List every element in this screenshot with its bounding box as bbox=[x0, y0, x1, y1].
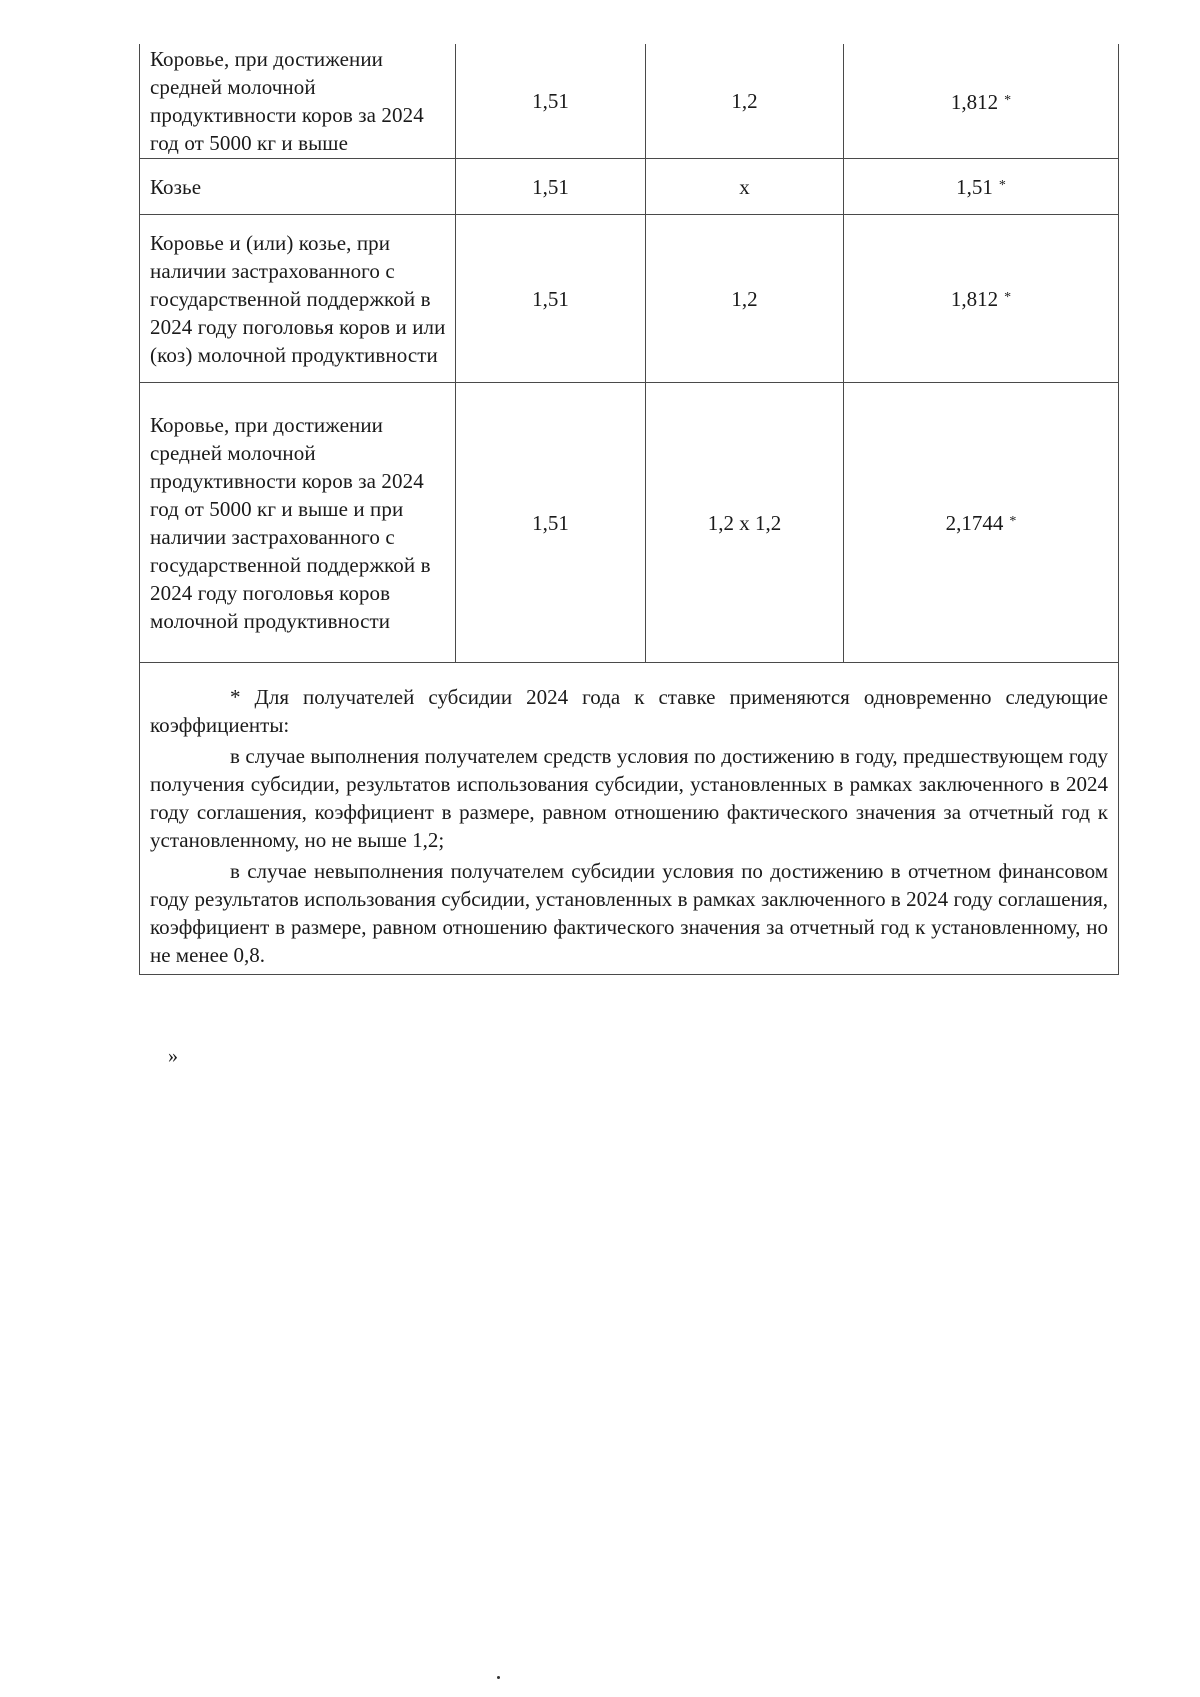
row-label: Коровье и (или) козье, при наличии застрахованного с государственной поддержкой в 2024 году поголовья коров и или (коз) молочной продуктивности bbox=[140, 215, 456, 383]
table-row bbox=[140, 215, 1119, 383]
footnote-intro: * Для получателей субсидии 2024 года к ставке применяются одновременно следующие коэффициенты: bbox=[150, 685, 1108, 737]
total-cell bbox=[844, 159, 1119, 215]
footnote-row bbox=[140, 663, 1119, 975]
coefficient-cell: 1,2 х 1,2 bbox=[646, 383, 844, 663]
table-row bbox=[140, 159, 1119, 215]
rate-cell: 1,51 bbox=[456, 44, 646, 159]
coefficient-cell: х bbox=[646, 159, 844, 215]
row-label: Козье bbox=[140, 159, 456, 215]
row-label: Коровье, при достижении средней молочной продуктивности коров за 2024 год от 5000 кг и выше bbox=[140, 44, 456, 159]
footnote-mark: * bbox=[1009, 514, 1017, 529]
rate-cell: 1,51 bbox=[456, 215, 646, 383]
footnote-cell bbox=[140, 663, 1119, 975]
table-row bbox=[140, 383, 1119, 663]
footnote-mark: * bbox=[1004, 290, 1012, 305]
rate-cell: 1,51 bbox=[456, 159, 646, 215]
coefficient-cell: 1,2 bbox=[646, 215, 844, 383]
coefficient-cell: 1,2 bbox=[646, 44, 844, 159]
total-value: 1,812 bbox=[950, 287, 999, 311]
total-value: 2,1744 bbox=[945, 511, 1004, 535]
total-cell bbox=[844, 44, 1119, 159]
total-value: 1,51 bbox=[956, 175, 993, 199]
footnote-mark: * bbox=[1004, 92, 1012, 108]
footnote-mark: * bbox=[998, 178, 1006, 193]
total-cell bbox=[844, 215, 1119, 383]
subsidy-rates-table bbox=[139, 44, 1119, 975]
total-cell bbox=[844, 383, 1119, 663]
rate-cell: 1,51 bbox=[456, 383, 646, 663]
footnote-condition-not-met: в случае невыполнения получателем субсидии условия по достижению в отчетном финансовом году результатов использования субсидии, установленных в рамках заключенного в 2024 году соглашения, коэффициент в размере, равном отношению фактического значения за отчетный год к установленному, но не менее 0,8. bbox=[150, 859, 1108, 967]
table-row bbox=[140, 44, 1119, 159]
total-value: 1,812 bbox=[950, 89, 999, 114]
footnote-condition-met: в случае выполнения получателем средств условия по достижению в году, предшествующем году получения субсидии, результатов использования субсидии, установленных в рамках заключенного в 2024 году соглашения, коэффициент в размере, равном отношению фактического значения за отчетный год к установленному, но не выше 1,2; bbox=[150, 744, 1108, 852]
closing-quote: » bbox=[168, 1045, 178, 1067]
row-label: Коровье, при достижении средней молочной продуктивности коров за 2024 год от 5000 кг и выше и при наличии застрахованного с государственной поддержкой в 2024 году поголовья коров молочной продуктивности bbox=[140, 383, 456, 663]
scan-speck bbox=[497, 1676, 500, 1679]
